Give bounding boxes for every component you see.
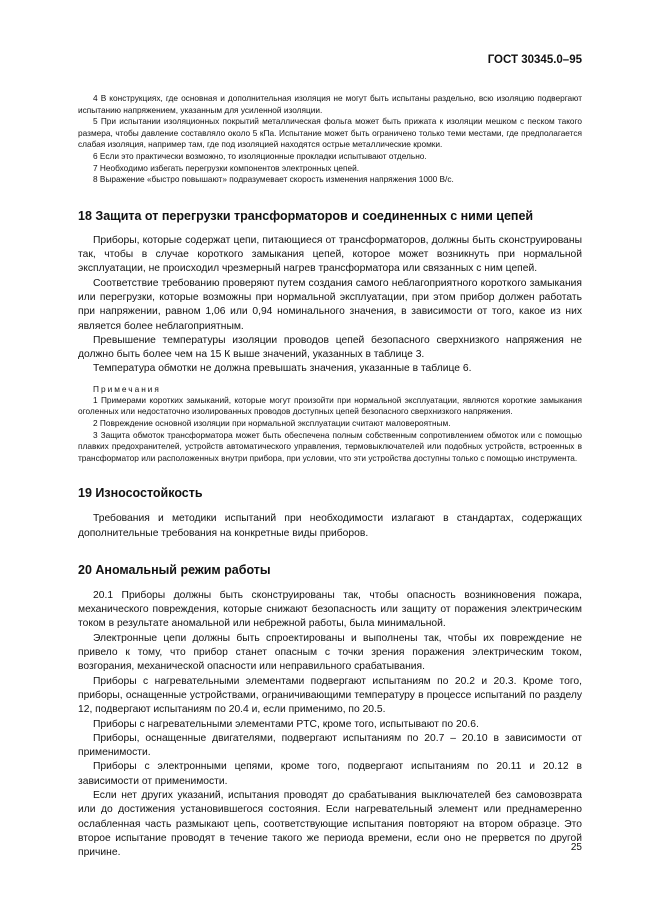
section-20-para: Приборы с нагревательными элементами PTC, кроме того, испытывают по 20.6. — [93, 718, 479, 730]
section-20-para: Приборы, оснащенные двигателями, подвергают испытаниям по 20.7 – 20.10 в зависимости от применимости. — [78, 732, 582, 759]
section-20-para: Приборы с нагревательными элементами подвергают испытаниям по 20.2 и 20.3. Кроме того, приборы, оснащенные устройствами, ограничивающими температуру в процессе испытаний по разделу 12, подвергают испытаниям по 20.4 и, если применимо, по 20.5. — [78, 675, 582, 716]
notes-heading: Примечания — [93, 383, 161, 394]
section-18-para: Приборы, которые содержат цепи, питающиеся от трансформаторов, должны быть сконструированы так, чтобы в случае короткого замыкания цепей, которое может возникнуть при нормальной эксплуатации, не происходил чрезмерный нагрев трансформатора или связанных с ним цепей. — [78, 234, 582, 275]
note-7: 7 Необходимо избегать перегрузки компонентов электронных цепей. — [93, 162, 360, 173]
section-20-para: Если нет других указаний, испытания проводят до срабатывания выключателей без самовозврата или до достижения установившегося состояния. Если нагревательный элемент или преднамеренно ослабленная часть размыкают цепь, соответствующие испытания повторяют на втором образце. Это второе испытание проводят в течение такого же периода времени, если оно не прервется по другой причине. — [78, 790, 582, 859]
section-18-note: 1 Примерами коротких замыканий, которые могут произойти при нормальной эксплуатации, являются короткие замыкания оголенных или недостаточно изолированных проводов доступных цепей безопасного сверхнизкого напряжения. — [78, 394, 582, 417]
section-18-notes — [78, 383, 582, 465]
section-20-body — [78, 589, 582, 861]
note-5: 5 При испытании изоляционных покрытий металлическая фольга может быть прижата к изоляции мешком с песком такого размера, чтобы давление составляло около 5 кПа. Испытание может быть ограничено только теми местами, где предполагается слабая изоляция, например там, где под изоляцией находятся острые металлические кромки. — [78, 116, 582, 150]
section-18-note: 2 Повреждение основной изоляции при нормальной эксплуатации считают маловероятным. — [93, 417, 451, 428]
section-18-body — [78, 234, 582, 377]
note-8: 8 Выражение «быстро повышают» подразумевает скорость изменения напряжения 1000 В/с. — [93, 174, 454, 185]
section-20-para: Электронные цепи должны быть спроектированы и выполнены так, чтобы их повреждение не привело к тому, что прибор станет опасным с точки зрения поражения электрическим током, возгорания, механической опасности или неправильного срабатывания. — [78, 632, 582, 673]
page-number: 25 — [570, 842, 582, 853]
section-20-title: 20 Аномальный режим работы — [78, 562, 271, 577]
page-content — [78, 93, 582, 861]
note-4: 4 В конструкциях, где основная и дополнительная изоляция не могут быть испытаны раздельно, всю изоляцию подвергают испытанию напряжением, указанным для усиленной изоляции. — [78, 93, 582, 115]
section-19-para: Требования и методики испытаний при необходимости излагают в стандартах, содержащих дополнительные требования на конкретные виды приборов. — [78, 513, 582, 539]
section-20-para: Приборы с электронными цепями, кроме того, подвергают испытаниям по 20.11 и 20.12 в зависимости от применимости. — [78, 761, 582, 787]
note-6: 6 Если это практически возможно, то изоляционные прокладки испытывают отдельно. — [93, 150, 427, 161]
section-18-para: Соответствие требованию проверяют путем создания самого неблагоприятного короткого замыкания или перегрузки, которые возможны при нормальной эксплуатации, при этом прибор должен работать при напряжении, равном 1,06 или 0,94 номинального значения, в зависимости от того, какое из них является более неблагоприятным. — [78, 277, 582, 332]
top-notes — [78, 93, 582, 186]
section-19-body — [78, 512, 582, 541]
standard-header: ГОСТ 30345.0–95 — [487, 54, 582, 66]
section-20-para: 20.1 Приборы должны быть сконструированы так, чтобы опасность возникновения пожара, механического повреждения, которые снижают безопасность или защиту от поражения электрическим током в результате аномальной или небрежной работы, была минимальной. — [78, 589, 582, 630]
section-18-note: 3 Защита обмоток трансформатора может быть обеспечена полным собственным сопротивлением обмоток или с помощью плавких предохранителей, устройств автоматического управления, термовыключателей или подобных устройств, встроенных в трансформатор или расположенных внутри прибора, при условии, что эти устройства доступны только с помощью инструмента. — [78, 429, 582, 463]
section-19-title: 19 Износостойкость — [78, 486, 203, 501]
section-18-title: 18 Защита от перегрузки трансформаторов и соединенных с ними цепей — [78, 208, 534, 223]
section-18-para: Превышение температуры изоляции проводов цепей безопасного сверхнизкого напряжения не должно быть более чем на 15 К выше значений, указанных в таблице 3. — [78, 334, 582, 361]
section-18-para: Температура обмотки не должна превышать значения, указанные в таблице 6. — [93, 363, 472, 375]
